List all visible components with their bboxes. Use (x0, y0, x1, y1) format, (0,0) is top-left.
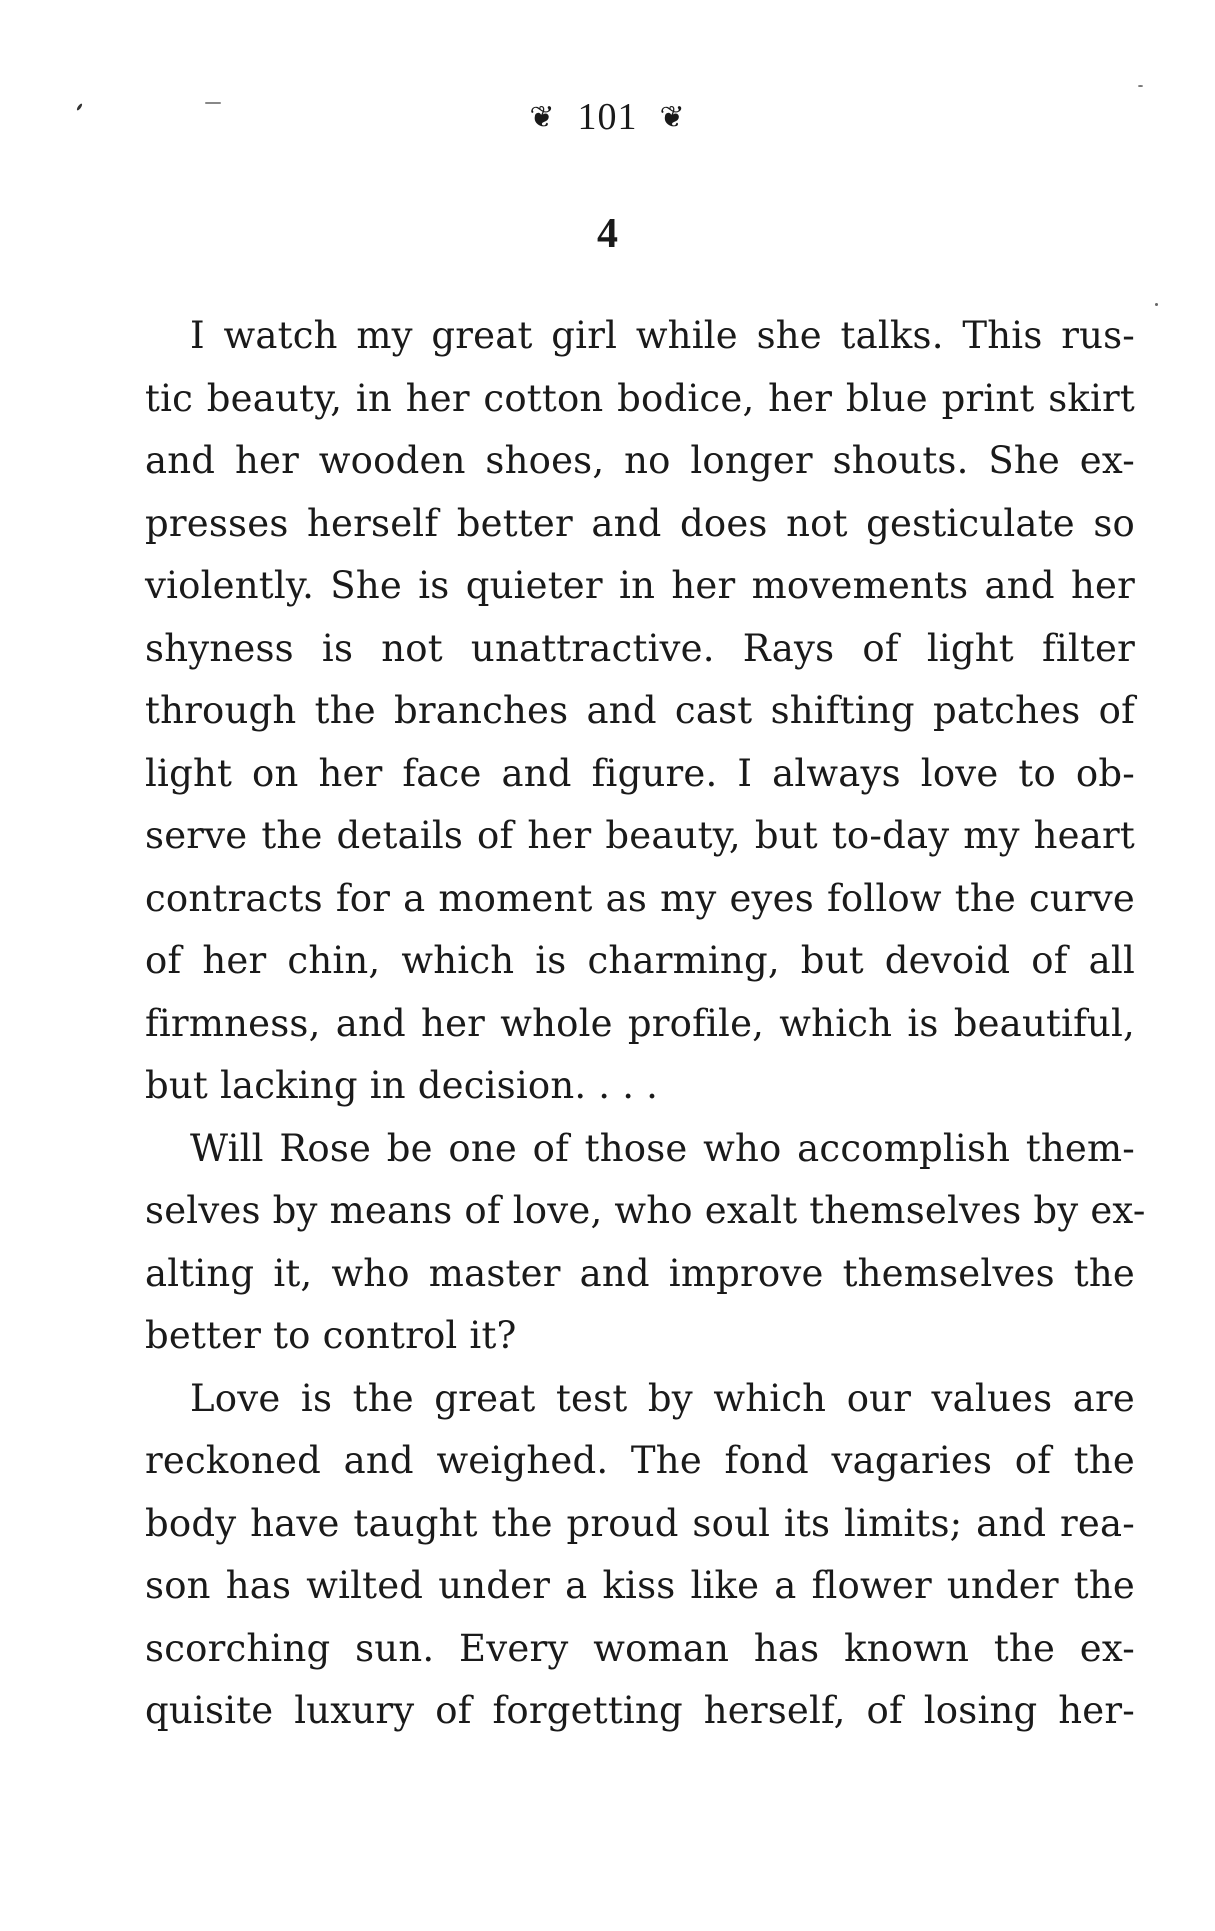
paragraph-2 (145, 1118, 1146, 1368)
text-line: Love is the great test by which our values are (190, 1376, 1135, 1420)
paragraph-1 (145, 305, 1135, 1118)
text-line: serve the details of her beauty, but to-day my heart (145, 814, 1135, 857)
running-header (0, 95, 1215, 139)
scan-speck (1138, 85, 1143, 87)
text-line: and her wooden shoes, no longer shouts. She ex- (145, 439, 1135, 482)
text-line: violently. She is quieter in her movements and her (145, 564, 1135, 607)
text-line: contracts for a moment as my eyes follow the curve (145, 876, 1135, 920)
page-number: 101 (577, 96, 638, 138)
text-line: son has wilted under a kiss like a flower under the (145, 1564, 1135, 1607)
text-line: scorching sun. Every woman has known the ex- (145, 1626, 1135, 1670)
section-number: 4 (597, 211, 618, 257)
text-line: of her chin, which is charming, but devoid of all (145, 939, 1135, 982)
text-line: shyness is not unattractive. Rays of light filter (145, 626, 1135, 670)
ornament-right-icon: ❦ (659, 101, 686, 134)
scan-speck (205, 102, 221, 104)
text-line: tic beauty, in her cotton bodice, her blue print skirt (145, 376, 1135, 420)
text-line: I watch my great girl while she talks. This rus- (190, 314, 1135, 357)
scan-speck (1155, 303, 1158, 306)
text-line: better to control it? (145, 1314, 517, 1357)
text-line: firmness, and her whole profile, which is beautiful, (145, 1001, 1135, 1045)
text-line: light on her face and figure. I always love to ob- (145, 751, 1135, 795)
paragraph-3 (145, 1368, 1135, 1743)
text-line: alting it, who master and improve themselves the (145, 1251, 1135, 1295)
text-line: through the branches and cast shifting patches of (145, 689, 1135, 732)
text-line: Will Rose be one of those who accomplish them- (190, 1126, 1135, 1170)
text-line: quisite luxury of forgetting herself, of losing her- (145, 1689, 1135, 1732)
body-text (145, 305, 1146, 1743)
text-line: selves by means of love, who exalt themselves by ex- (145, 1189, 1146, 1232)
text-line: reckoned and weighed. The fond vagaries of the (145, 1439, 1135, 1482)
text-line: body have taught the proud soul its limits; and rea- (145, 1501, 1135, 1545)
ornament-left-icon: ❦ (529, 101, 556, 134)
text-line: presses herself better and does not gesticulate so (145, 501, 1135, 545)
text-line: but lacking in decision. . . . (145, 1064, 659, 1107)
